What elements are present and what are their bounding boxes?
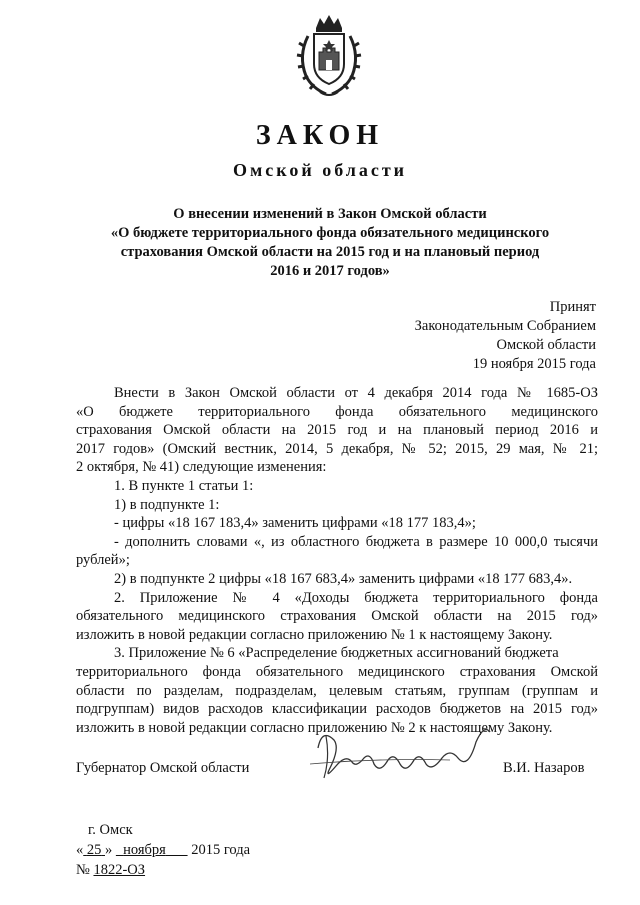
adoption-line: Принят: [549, 299, 596, 315]
body-line: 2) в подпункте 2 цифры «18 167 683,4» заменить цифрами «18 177 683,4».: [114, 570, 573, 587]
date-close-quote: »: [105, 842, 113, 858]
body-line: страхования Омской области на 2015 год и на плановый период 2016 и: [76, 422, 598, 439]
heading-line: О внесении изменений в Закон Омской области: [173, 206, 487, 222]
body-line: изложить в новой редакции согласно приложению № 1 к настоящему Закону.: [76, 626, 553, 643]
body-line: 1) в подпункте 1:: [114, 496, 220, 513]
law-heading: [80, 205, 580, 281]
adoption-date: 19 ноября 2015 года: [472, 356, 596, 372]
body-line: Внести в Закон Омской области от 4 декабря 2014 года № 1685-ОЗ: [114, 385, 598, 401]
law-body: [76, 384, 598, 737]
body-line: - дополнить словами «, из областного бюджета в размере 10 000,0 тысячи: [114, 533, 598, 550]
signatory-title: Губернатор Омской области: [76, 760, 250, 776]
law-number-value: 1822-ОЗ: [93, 862, 146, 878]
document-title: ЗАКОН: [255, 120, 385, 151]
signing-city: г. Омск: [88, 822, 133, 838]
heading-line: страхования Омской области на 2015 год и на плановый период: [120, 244, 540, 260]
document-subtitle: Омской области: [232, 160, 408, 180]
date-day: 25: [86, 842, 102, 858]
body-line: 2. Приложение № 4 «Доходы бюджета территориального фонда: [114, 589, 598, 606]
body-line: изложить в новой редакции согласно приложению № 2 к настоящему Закону.: [76, 719, 553, 736]
coat-of-arms-emblem: [294, 12, 364, 98]
body-line: области по разделам, подразделам, целевым статьям, группам (группам и: [76, 682, 598, 699]
adoption-line: Законодательным Собранием: [414, 318, 596, 334]
body-line: территориального фонда обязательного медицинского страхования Омской: [76, 663, 598, 680]
body-line: подгруппам) видов расходов классификации расходов бюджетов на 2015 год»: [76, 701, 598, 718]
heading-line: «О бюджете территориального фонда обязательного медицинского: [110, 225, 550, 241]
signatory-name: В.И. Назаров: [503, 760, 585, 776]
law-number: [76, 862, 145, 879]
body-line: рублей»;: [76, 552, 130, 569]
heading-line: 2016 и 2017 годов»: [270, 263, 390, 279]
date-month: ноября: [123, 842, 166, 858]
handwritten-signature: [300, 718, 500, 788]
body-line: 3. Приложение № 6 «Распределение бюджетных ассигнований бюджета: [114, 645, 559, 662]
adoption-line: Омской области: [496, 337, 596, 353]
date-year: 2015 года: [191, 842, 251, 858]
signing-date: [76, 842, 250, 859]
body-line: «О бюджете территориального фонда обязательного медицинского: [76, 403, 598, 420]
body-line: 2017 годов» (Омский вестник, 2014, 5 декабря, № 52; 2015, 29 мая, № 21;: [76, 440, 598, 457]
body-line: 1. В пункте 1 статьи 1:: [114, 477, 254, 494]
body-line: обязательного медицинского страхования Омской области на 2015 год»: [76, 608, 598, 625]
law-number-prefix: №: [76, 862, 94, 878]
body-line: 2 октября, № 41) следующие изменения:: [76, 459, 327, 476]
adoption-block: [415, 298, 596, 374]
body-line: - цифры «18 167 183,4» заменить цифрами «18 177 183,4»;: [114, 515, 476, 532]
date-open-quote: «: [76, 842, 84, 858]
